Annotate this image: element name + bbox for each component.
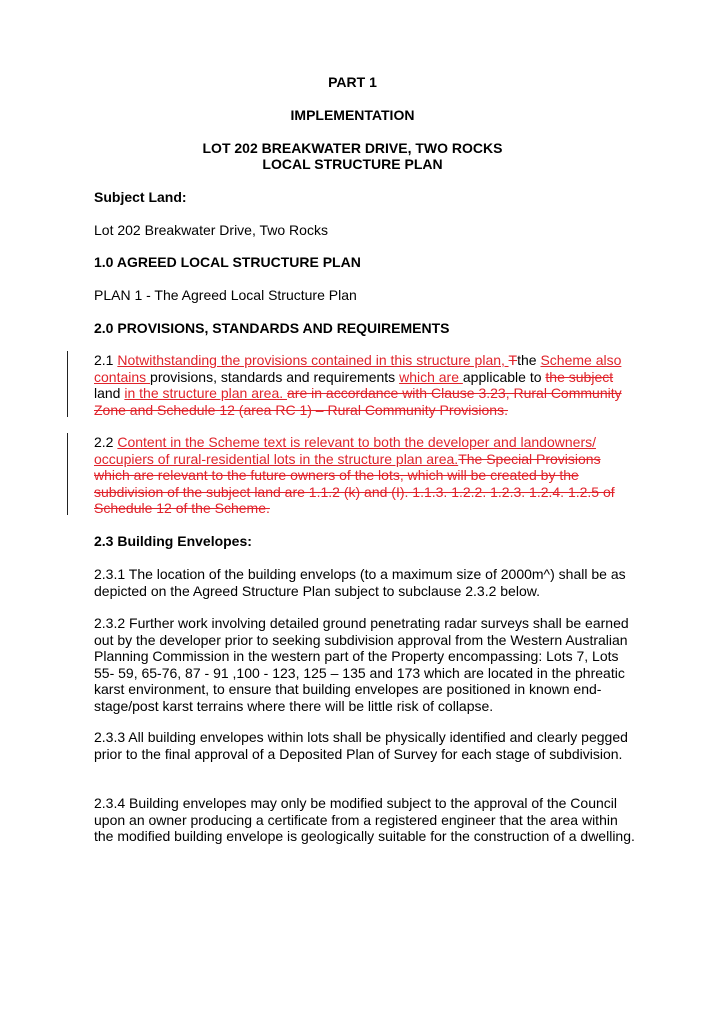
section-1-heading: 1.0 AGREED LOCAL STRUCTURE PLAN (94, 254, 361, 270)
clause-2-3-3: 2.3.3 All building envelopes within lots shall be physically identified and clearly pegged prior to the final approval of a Deposited Plan of Survey for each stage of subdivision. (94, 729, 628, 762)
inserted-text: which are (399, 368, 463, 385)
inserted-text: Notwithstanding the provisions contained in this structure plan, (117, 352, 509, 368)
title-line-2: LOCAL STRUCTURE PLAN (262, 156, 443, 172)
clause-2-3-4: 2.3.4 Building envelopes may only be modified subject to the approval of the Council upon an owner producing a certificate from a registered engineer that the area within the modified building envelope is geologically suitable for the construction of a dwelling. (94, 795, 635, 844)
implementation-heading: IMPLEMENTATION (290, 107, 415, 123)
clause-2-2 (94, 434, 639, 517)
clause-text: land (94, 385, 125, 401)
clause-text: the (517, 352, 541, 368)
inserted-text: Content in the Scheme text is relevant to both the developer and landowners/ occupiers of rural-residential lots in the structure plan area. (94, 434, 596, 467)
clause-text: applicable to (462, 368, 546, 385)
clause-2-3-1: 2.3.1 The location of the building envelops (to a maximum size of 2000m^) shall be as depicted on the Agreed Structure Plan subject to subclause 2.3.2 below. (94, 566, 626, 599)
clause-2-1 (94, 352, 639, 418)
inserted-text: Scheme also contains (94, 352, 622, 385)
change-bar-2-1 (67, 351, 68, 417)
subject-land-heading: Subject Land: (94, 189, 187, 205)
clause-text: provisions, standards and requirements (150, 368, 400, 385)
clause-number: 2.1 (94, 352, 118, 368)
part-heading: PART 1 (328, 74, 377, 90)
inserted-text: in the structure plan area. (124, 385, 288, 401)
section-2-heading: 2.0 PROVISIONS, STANDARDS AND REQUIREMENTS (94, 320, 450, 336)
clause-number: 2.2 (94, 434, 118, 450)
deleted-text: T (508, 352, 518, 368)
subject-land-text: Lot 202 Breakwater Drive, Two Rocks (94, 222, 328, 238)
deleted-text: the subject (545, 368, 614, 385)
clause-2-3-heading: 2.3 Building Envelopes: (94, 533, 252, 549)
change-bar-2-2 (67, 433, 68, 515)
deleted-text: The Special Provisions which are relevant to the future owners of the lots, which will be created by the subdivision of the subject land are 1.1.2 (k) and (I). 1.1.3. 1.2.2. 1.2.3. 1.2.4. 1.2.5 of Schedule 12 of the Scheme. (94, 450, 615, 516)
clause-2-3-2: 2.3.2 Further work involving detailed ground penetrating radar surveys shall be earned out by the developer prior to seeking subdivision approval from the Western Australian Planning Commission in the western part of the Property encompassing: Lots 7, Lots 55- 59, 65-76, 87 - 91 ,100 - 123, 125 – 135 and 173 which are located in the phreatic karst environment, to ensure that building envelopes are positioned in known end-stage/post karst terrains where there will be little risk of collapse. (94, 615, 629, 714)
title-line-1: LOT 202 BREAKWATER DRIVE, TWO ROCKS (202, 140, 503, 156)
section-1-text: PLAN 1 - The Agreed Local Structure Plan (94, 287, 357, 303)
deleted-text: are in accordance with Clause 3.23, Rural Community Zone and Schedule 12 (area RC 1) – Rural Community Provisions. (94, 385, 622, 418)
